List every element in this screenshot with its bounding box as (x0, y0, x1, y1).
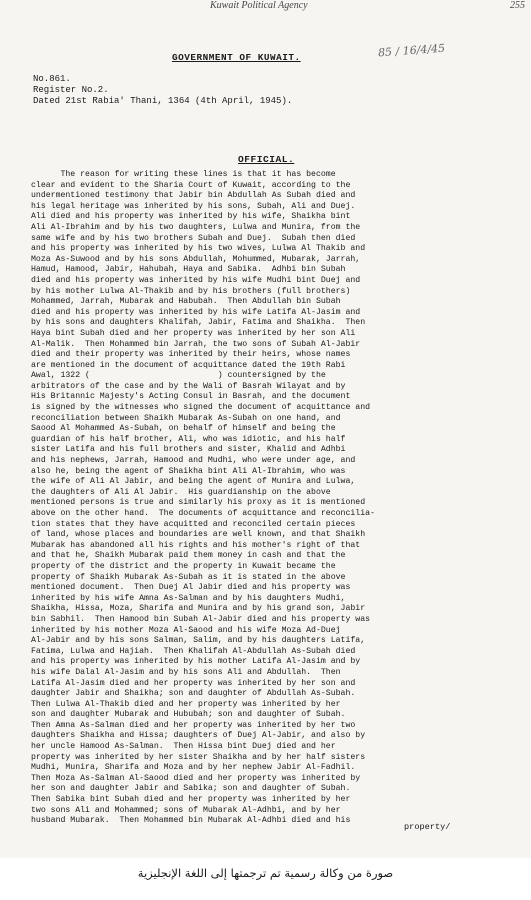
document-number: No.861. (33, 74, 71, 84)
government-heading: GOVERNMENT OF KUWAIT. (172, 52, 301, 63)
body-line: the daughters of Ali Al Jabir. His guardianship on the above (31, 487, 331, 497)
body-line: Mubarak has abandoned all his rights and his mother's right of that (31, 540, 361, 550)
body-line: her uncle Hamood As-Salman. Then Hissa bint Duej died and her (31, 742, 336, 752)
body-line: daughter Jabir and Shaikha; son and daughter of Abdullah As-Subah. (31, 689, 356, 699)
body-line: his legal heritage was inherited by his sons, Subah, Ali and Duej. (31, 201, 356, 211)
body-line: Mohammed, Jarrah, Mubarak and Habubah. Then Abdullah bin Subah (31, 297, 341, 307)
body-line: mentioned persons is true and similarly his proxy as it is mentioned (31, 498, 366, 508)
body-line: died and their property was inherited by their heirs, whose names (31, 350, 351, 360)
body-line: sister Latifa and his full brothers and sister, Khalid and Adhbi (31, 445, 346, 455)
body-line: Then Amna As-Salman died and her property was inherited by her two (31, 720, 356, 730)
body-line: is signed by the witnesses who signed the document of acquittance and (31, 403, 371, 413)
body-line: Then Lulwa Al-Thakib died and her property was inherited by her (31, 699, 341, 709)
document-date: Dated 21st Rabia' Thani, 1364 (4th April, 1945). (33, 96, 293, 106)
register-number: Register No.2. (33, 85, 109, 95)
running-title: Kuwait Political Agency (210, 0, 308, 11)
body-line: guardian of his half brother, Ali, who was idiotic, and his half (31, 434, 346, 444)
body-line: son and daughter Mubarak and Hububah; son and daughter of Subah. (31, 710, 346, 720)
arabic-caption: صورة من وكالة رسمية تم ترجمتها إلى اللغة الإنجليزية (137, 866, 394, 880)
body-text (31, 170, 499, 827)
body-line: daughters Shaikha and Hissa; daughters of Duej Al-Jabir, and also by (31, 731, 366, 741)
body-line: Then Moza As-Salman Al-Saood died and her property was inherited by (31, 773, 361, 783)
body-line: Awal, 1322 ( ) countersigned by the (31, 371, 326, 381)
body-line: by his sons and daughters Khalifah, Jabir, Fatima and Shaikha. Then (31, 318, 366, 328)
continuation-word: property/ (404, 822, 451, 832)
body-line: property of the district and the property in Kuwait became the (31, 561, 336, 571)
body-line: property of Shaikh Mubarak As-Subah as it is stated in the above (31, 572, 346, 582)
body-line: Al-Jabir and by his sons Salman, Salim, and by his daughters Latifa, (31, 636, 366, 646)
body-line: died and his property was inherited by his wife Latifa Al-Jasim and (31, 307, 361, 317)
body-line: husband Mubarak. Then Mohammed bin Mubarak Al-Adhbi died and his (31, 816, 351, 826)
body-line: Al-Malik. Then Mohammed bin Jarrah, the two sons of Subah Al-Jabir (31, 339, 361, 349)
body-line: his wife Dalal Al-Jasim and by his sons Ali and Abdullah. Then (31, 667, 341, 677)
body-line: inherited by his wife Amna As-Salman and by his daughters Mudhi, (31, 593, 346, 603)
body-line: died and his property was inherited by his wife Mudhi bint Duej and (31, 275, 361, 285)
body-line: Saood Al Mohammed As-Subah, on behalf of himself and being the (31, 424, 336, 434)
body-line: inherited by his mother Moza Al-Saood and his wife Moza Ad-Duej (31, 625, 341, 635)
body-line: The reason for writing these lines is that it has become (31, 170, 336, 179)
body-line: also he, being the agent of Shaikha bint Ali Al-Ibrahim, who was (31, 466, 346, 476)
page-number: 255 (510, 0, 525, 11)
body-line: Shaikha, Hissa, Moza, Sharifa and Munira and by his grand son, Jabir (31, 604, 366, 614)
body-line: reconciliation between Shaikh Mubarak As-Subah on one hand, and (31, 413, 341, 423)
body-line: arbitrators of the case and by the Wali of Basrah Wilayat and by (31, 381, 346, 391)
body-line: Hamud, Hamood, Jabir, Hahubah, Haya and Sabika. Adhbi bin Subah (31, 265, 346, 275)
body-line: Then Sabika bint Subah died and her property was inherited by her (31, 795, 351, 805)
body-line: and his property was inherited by his two wives, Lulwa Al Thakib and (31, 244, 366, 254)
body-line: of land, whose places and boundaries are well known, and that Shaikh (31, 530, 366, 540)
body-line: same wife and by his two brothers Subah and Duej. Subah then died (31, 233, 356, 243)
body-line: her son and daughter Jabir and Sabika; son and daughter of Subah. (31, 784, 351, 794)
body-line: above on the other hand. The documents of acquittance and reconcilia- (31, 509, 375, 518)
body-line: are mentioned in the document of acquittance dated the 19th Rabi (31, 360, 346, 370)
body-line: His Britannic Majesty's Acting Consul in Basrah, and the document (31, 392, 351, 402)
body-line: mentioned document. Then Duej Al Jabir died and his property was (31, 583, 351, 593)
body-line: two sons Ali and Mohammed; sons of Mubarak Al-Adhbi, and by her (31, 805, 341, 815)
body-line: and his property was inherited by his mother Latifa Al-Jasim and by (31, 657, 361, 667)
body-line: property was inherited by her sister Shaikha and by her half sisters (31, 752, 366, 762)
body-line: Moza As-Suwood and by his sons Abdullah, Mohummed, Mubarak, Jarrah, (31, 254, 361, 264)
official-heading: OFFICIAL. (238, 154, 295, 165)
body-line: the wife of Ali Al Jabir, and being the agent of Munira and Lulwa, (31, 477, 356, 487)
body-line: bin Sabhil. Then Hamood bin Subah Al-Jabir died and his property was (31, 614, 371, 624)
body-line: Ali died and his property was inherited by his wife, Shaikha bint (31, 212, 351, 222)
body-line: tion states that they have acquitted and reconciled certain pieces (31, 519, 356, 529)
body-line: clear and evident to the Sharia Court of Kuwait, according to the (31, 180, 351, 190)
body-line: and his nephews, Jarrah, Hamood and Mudhi, who were under age, and (31, 456, 356, 466)
body-line: and that he, Shaikh Mubarak paid them money in cash and that the (31, 551, 346, 561)
body-line: Haya bint Subah died and her property was inherited by her son Ali (31, 328, 356, 338)
handwritten-reference: 85 / 16/4/45 (377, 41, 446, 60)
body-line: Latifa Al-Jasim died and her property was inherited by her son and (31, 678, 356, 688)
body-line: undermentioned testimony that Jabir bin Abdullah As Subah died and (31, 191, 356, 201)
body-line: Ali Al-Ibrahim and by his two daughters, Lulwa and Munira, from the (31, 222, 361, 232)
body-line: Mudhi, Munira, Sharifa and Moza and by her nephew Jabir Al-Fadhil. (31, 763, 356, 773)
body-line: by his mother Lulwa Al-Thakib and by his brothers (full brothers) (31, 286, 351, 296)
body-line: Fatima, Lulwa and Hajiah. Then Khalifah Al-Abdullah As-Subah died (31, 646, 356, 656)
